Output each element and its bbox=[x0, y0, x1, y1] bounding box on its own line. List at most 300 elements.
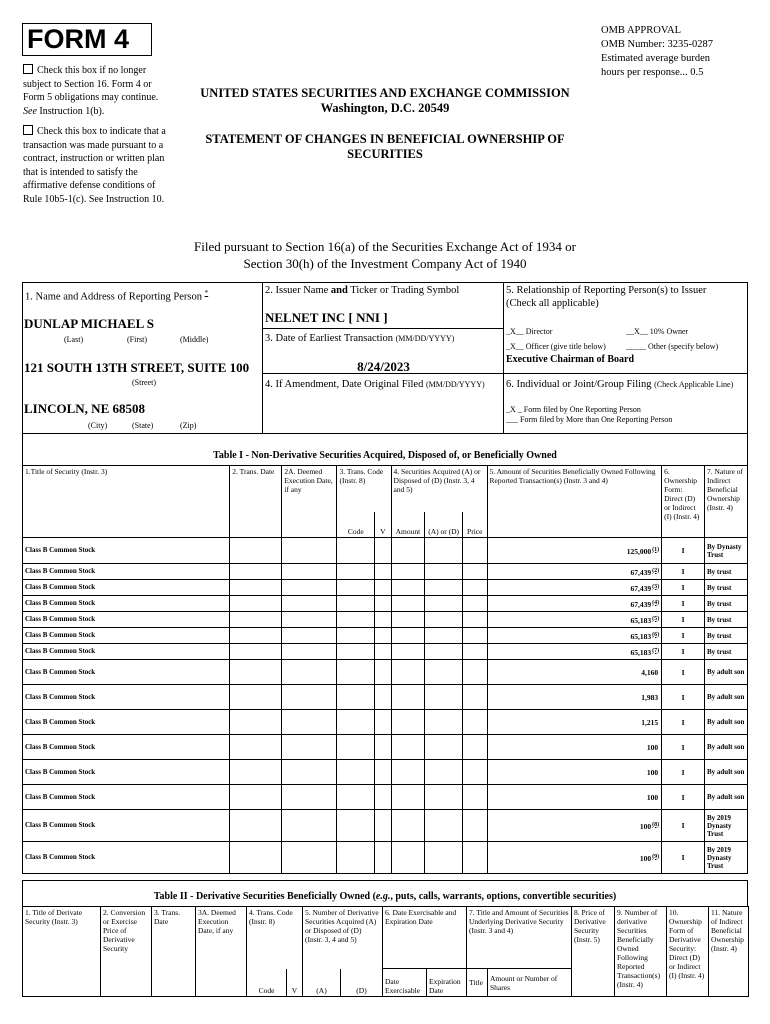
ownership-form: I bbox=[662, 785, 705, 810]
table-row bbox=[23, 785, 748, 810]
t1-header-code: Code bbox=[337, 512, 375, 538]
ownership-nature: By adult son bbox=[705, 710, 748, 735]
state-label: (State) bbox=[132, 421, 154, 430]
empty-cell bbox=[230, 580, 282, 596]
empty-cell bbox=[463, 760, 488, 785]
table-2-title-a: Table II - Derivative Securities Beneficially Owned ( bbox=[153, 891, 376, 902]
box-5-label-text: 5. Relationship of Reporting Person(s) to Issuer bbox=[506, 285, 707, 296]
statement-title bbox=[160, 132, 610, 162]
city-label: (City) bbox=[88, 421, 108, 430]
t2-header-number-owned: 9. Number of derivative Securities Beneficially Owned Following Reported Transaction(s) (Instr. 4) bbox=[615, 907, 667, 997]
table-2-caption-band bbox=[22, 880, 748, 906]
box-5-label bbox=[506, 284, 746, 310]
empty-cell bbox=[425, 810, 463, 842]
rule-10b5-1-checkbox[interactable] bbox=[23, 125, 33, 135]
empty-cell bbox=[391, 685, 425, 710]
footnote-ref[interactable]: (8) bbox=[652, 821, 660, 828]
empty-cell bbox=[230, 564, 282, 580]
ownership-form: I bbox=[662, 760, 705, 785]
one-person-option[interactable]: _X _ Form filed by One Reporting Person bbox=[506, 405, 641, 414]
ownership-nature: By adult son bbox=[705, 685, 748, 710]
footnote-ref[interactable]: (2) bbox=[652, 567, 660, 574]
empty-cell bbox=[425, 564, 463, 580]
empty-cell bbox=[375, 735, 391, 760]
t2-header-nature: 11. Nature of Indirect Beneficial Ownership (Instr. 4) bbox=[709, 907, 749, 997]
empty-cell bbox=[282, 644, 337, 660]
box-4-label-text: 4. If Amendment, Date Original Filed bbox=[265, 379, 424, 390]
box-3-format: (MM/DD/YYYY) bbox=[395, 334, 455, 343]
amount-owned bbox=[487, 842, 662, 874]
empty-cell bbox=[282, 596, 337, 612]
empty-cell bbox=[391, 596, 425, 612]
table-row bbox=[23, 660, 748, 685]
empty-cell bbox=[463, 538, 488, 564]
amount-value: 1,983 bbox=[641, 693, 659, 702]
t1-header-ownership-form: 6. Ownership Form: Direct (D) or Indirect (I) (Instr. 4) bbox=[662, 466, 705, 538]
amount-owned bbox=[487, 785, 662, 810]
empty-cell bbox=[282, 785, 337, 810]
box-6-filing bbox=[504, 374, 748, 434]
ownership-form: I bbox=[662, 580, 705, 596]
amount-owned bbox=[487, 644, 662, 660]
empty-cell bbox=[282, 612, 337, 628]
box-4-format: (MM/DD/YYYY) bbox=[425, 380, 485, 389]
check-box-1-text-a: Check this box if no longer subject to Section 16. Form 4 or Form 5 obligations may continue. bbox=[23, 65, 159, 104]
amount-value: 65,183 bbox=[630, 631, 652, 641]
box-3-label-text: 3. Date of Earliest Transaction bbox=[265, 333, 394, 344]
empty-cell bbox=[391, 710, 425, 735]
empty-cell bbox=[425, 760, 463, 785]
t2-header-conversion: 2. Conversion or Exercise Price of Derivative Security bbox=[101, 907, 152, 997]
t1-header-amount: Amount bbox=[391, 512, 425, 538]
t1-header-amount-owned: 5. Amount of Securities Beneficially Owned Following Reported Transaction(s) (Instr. 3 and 4) bbox=[487, 466, 662, 538]
empty-cell bbox=[375, 685, 391, 710]
amount-owned bbox=[487, 538, 662, 564]
table-row bbox=[23, 685, 748, 710]
empty-cell bbox=[425, 538, 463, 564]
footnote-ref[interactable]: (3) bbox=[652, 583, 660, 590]
empty-cell bbox=[425, 685, 463, 710]
security-title: Class B Common Stock bbox=[23, 785, 230, 810]
table-row bbox=[23, 644, 748, 660]
t2-header-price: 8. Price of Derivative Security (Instr. 5) bbox=[572, 907, 615, 997]
empty-cell bbox=[391, 735, 425, 760]
empty-cell bbox=[337, 760, 375, 785]
security-title: Class B Common Stock bbox=[23, 580, 230, 596]
amount-value: 4,160 bbox=[641, 668, 659, 677]
amount-value: 67,439 bbox=[630, 599, 652, 609]
empty-cell bbox=[463, 842, 488, 874]
empty-cell bbox=[230, 612, 282, 628]
amount-owned bbox=[487, 628, 662, 644]
security-title: Class B Common Stock bbox=[23, 644, 230, 660]
check-box-1-text-b: Instruction 1(b). bbox=[36, 105, 105, 117]
street-label: (Street) bbox=[132, 378, 156, 387]
agency-line-2: Washington, D.C. 20549 bbox=[320, 101, 450, 115]
footnote-ref[interactable]: (6) bbox=[652, 631, 660, 638]
security-title: Class B Common Stock bbox=[23, 760, 230, 785]
t2-header-d: (D) bbox=[341, 969, 383, 997]
empty-cell bbox=[391, 644, 425, 660]
empty-cell bbox=[391, 612, 425, 628]
empty-cell bbox=[375, 660, 391, 685]
security-title: Class B Common Stock bbox=[23, 564, 230, 580]
empty-cell bbox=[230, 685, 282, 710]
amount-owned bbox=[487, 596, 662, 612]
ownership-form: I bbox=[662, 628, 705, 644]
empty-cell bbox=[337, 842, 375, 874]
ownership-nature: By adult son bbox=[705, 760, 748, 785]
ownership-form: I bbox=[662, 685, 705, 710]
security-title: Class B Common Stock bbox=[23, 628, 230, 644]
empty-cell bbox=[337, 580, 375, 596]
empty-cell bbox=[463, 710, 488, 735]
table-2-title-eg: e.g. bbox=[375, 891, 391, 902]
earliest-transaction-date: 8/24/2023 bbox=[357, 359, 410, 374]
ownership-nature: By adult son bbox=[705, 785, 748, 810]
empty-cell bbox=[230, 760, 282, 785]
amount-owned bbox=[487, 710, 662, 735]
box-6-sub: (Check Applicable Line) bbox=[654, 380, 734, 389]
more-persons-option[interactable]: ___ Form filed by More than One Reporting Person bbox=[506, 415, 673, 424]
filed-line-2: Section 30(h) of the Investment Company Act of 1940 bbox=[243, 256, 527, 271]
empty-cell bbox=[282, 538, 337, 564]
t2-header-underlying: 7. Title and Amount of Securities Underlying Derivative Security (Instr. 3 and 4) bbox=[467, 907, 572, 969]
box-3-transaction-date bbox=[263, 329, 504, 374]
table-row bbox=[23, 596, 748, 612]
security-title: Class B Common Stock bbox=[23, 612, 230, 628]
t2-header-code: Code bbox=[247, 969, 287, 997]
empty-cell bbox=[463, 785, 488, 810]
box-2-label-a: 2. Issuer Name bbox=[265, 285, 331, 296]
amount-owned bbox=[487, 564, 662, 580]
empty-cell bbox=[337, 644, 375, 660]
empty-cell bbox=[337, 564, 375, 580]
ownership-nature: By trust bbox=[705, 644, 748, 660]
footnote-ref[interactable]: (5) bbox=[652, 615, 660, 622]
empty-cell bbox=[230, 810, 282, 842]
empty-cell bbox=[282, 564, 337, 580]
empty-cell bbox=[375, 644, 391, 660]
box-5-relationship bbox=[504, 282, 748, 374]
t1-header-price: Price bbox=[463, 512, 488, 538]
empty-cell bbox=[391, 660, 425, 685]
street-address: 121 SOUTH 13TH STREET, SUITE 100 bbox=[24, 360, 250, 375]
amount-owned bbox=[487, 580, 662, 596]
city-state-zip: LINCOLN, NE 68508 bbox=[24, 401, 145, 416]
ownership-nature: By 2019 Dynasty Trust bbox=[705, 842, 748, 874]
t2-header-trans-code: 4. Trans. Code (Instr. 8) bbox=[247, 907, 303, 969]
empty-cell bbox=[425, 710, 463, 735]
table-row bbox=[23, 580, 748, 596]
empty-cell bbox=[230, 660, 282, 685]
table-row bbox=[23, 810, 748, 842]
empty-cell bbox=[463, 596, 488, 612]
empty-cell bbox=[425, 660, 463, 685]
middle-label: (Middle) bbox=[180, 335, 209, 344]
t1-header-deemed-date: 2A. Deemed Execution Date, if any bbox=[282, 466, 337, 538]
ownership-form: I bbox=[662, 564, 705, 580]
empty-cell bbox=[337, 710, 375, 735]
security-title: Class B Common Stock bbox=[23, 685, 230, 710]
t2-header-ownership-form: 10. Ownership Form of Derivative Security: Direct (D) or Indirect (I) (Instr. 4) bbox=[667, 907, 709, 997]
empty-cell bbox=[463, 612, 488, 628]
empty-cell bbox=[282, 842, 337, 874]
empty-cell bbox=[463, 564, 488, 580]
empty-cell bbox=[230, 644, 282, 660]
table-1-title: Table I - Non-Derivative Securities Acquired, Disposed of, or Beneficially Owned bbox=[213, 450, 557, 461]
city-sublabels bbox=[22, 421, 263, 431]
zip-label: (Zip) bbox=[180, 421, 197, 430]
box-2-label-and: and bbox=[330, 285, 348, 296]
ownership-form: I bbox=[662, 538, 705, 564]
t1-body bbox=[23, 538, 748, 874]
other-option[interactable]: _____ Other (specify below) bbox=[626, 342, 719, 351]
filed-pursuant bbox=[130, 238, 640, 272]
box-1-label bbox=[25, 287, 261, 304]
empty-cell bbox=[375, 596, 391, 612]
form-title: FORM 4 bbox=[22, 23, 152, 56]
amount-value: 100 bbox=[646, 768, 659, 777]
t1-header-v: V bbox=[375, 512, 391, 538]
amount-value: 65,183 bbox=[630, 647, 652, 657]
empty-cell bbox=[337, 685, 375, 710]
t2-header-under-title: Title bbox=[467, 969, 488, 997]
omb-line-2: OMB Number: 3235-0287 bbox=[601, 39, 713, 50]
empty-cell bbox=[463, 810, 488, 842]
agency-header bbox=[160, 86, 610, 116]
ownership-form: I bbox=[662, 596, 705, 612]
t2-header-number: 5. Number of Derivative Securities Acquired (A) or Disposed of (D) (Instr. 3, 4 and 5) bbox=[303, 907, 383, 969]
t2-header-exercisable: 6. Date Exercisable and Expiration Date bbox=[383, 907, 467, 969]
ownership-form: I bbox=[662, 644, 705, 660]
footnote-ref[interactable]: (4) bbox=[652, 599, 660, 606]
amount-owned bbox=[487, 660, 662, 685]
empty-cell bbox=[463, 685, 488, 710]
t2-header-a: (A) bbox=[303, 969, 341, 997]
ownership-nature: By trust bbox=[705, 596, 748, 612]
amount-value: 67,439 bbox=[630, 583, 652, 593]
empty-cell bbox=[337, 810, 375, 842]
empty-cell bbox=[463, 580, 488, 596]
table-2-title bbox=[23, 891, 747, 902]
empty-cell bbox=[230, 596, 282, 612]
amount-value: 125,000 bbox=[626, 546, 652, 556]
empty-cell bbox=[375, 842, 391, 874]
t2-header-trans-date: 3. Trans. Date bbox=[152, 907, 196, 997]
t1-header-acquired-disposed: 4. Securities Acquired (A) or Disposed of (D) (Instr. 3, 4 and 5) bbox=[391, 466, 487, 512]
amount-owned bbox=[487, 685, 662, 710]
amount-value: 100 bbox=[639, 821, 652, 831]
empty-cell bbox=[282, 735, 337, 760]
box-5-sub: (Check all applicable) bbox=[506, 298, 599, 309]
t2-header-under-amount: Amount or Number of Shares bbox=[488, 969, 572, 997]
ten-percent-owner-option[interactable]: __X__ 10% Owner bbox=[626, 327, 689, 336]
amount-value: 65,183 bbox=[630, 615, 652, 625]
empty-cell bbox=[391, 842, 425, 874]
empty-cell bbox=[375, 538, 391, 564]
box-4-label bbox=[265, 378, 485, 391]
issuer-name-ticker: NELNET INC [ NNI ] bbox=[265, 310, 388, 325]
ownership-nature: By adult son bbox=[705, 735, 748, 760]
table-row bbox=[23, 735, 748, 760]
footnote-ref[interactable]: (9) bbox=[652, 853, 660, 860]
box-1-reporting-person bbox=[22, 282, 263, 434]
security-title: Class B Common Stock bbox=[23, 710, 230, 735]
t2-header-deemed-date: 3A. Deemed Execution Date, if any bbox=[196, 907, 247, 997]
table-row bbox=[23, 710, 748, 735]
empty-cell bbox=[282, 628, 337, 644]
empty-cell bbox=[425, 596, 463, 612]
table-row bbox=[23, 612, 748, 628]
box-1-asterisk: * bbox=[204, 289, 209, 297]
empty-cell bbox=[337, 660, 375, 685]
box-2-issuer bbox=[263, 282, 504, 329]
amount-value: 100 bbox=[646, 793, 659, 802]
director-option[interactable]: _X__ Director bbox=[506, 327, 553, 336]
empty-cell bbox=[230, 538, 282, 564]
empty-cell bbox=[391, 564, 425, 580]
box-4-amendment bbox=[263, 374, 504, 434]
ownership-form: I bbox=[662, 710, 705, 735]
amount-value: 100 bbox=[646, 743, 659, 752]
empty-cell bbox=[282, 710, 337, 735]
ownership-nature: By trust bbox=[705, 564, 748, 580]
empty-cell bbox=[375, 564, 391, 580]
box-2-label-b: Ticker or Trading Symbol bbox=[347, 285, 460, 296]
empty-cell bbox=[337, 785, 375, 810]
no-longer-subject-checkbox[interactable] bbox=[23, 64, 33, 74]
empty-cell bbox=[230, 785, 282, 810]
table-1-caption-band bbox=[22, 434, 748, 465]
empty-cell bbox=[375, 628, 391, 644]
omb-line-3: Estimated average burden bbox=[601, 53, 711, 64]
filed-line-1: Filed pursuant to Section 16(a) of the Securities Exchange Act of 1934 or bbox=[194, 239, 576, 254]
table-row bbox=[23, 628, 748, 644]
t2-header-title: 1. Title of Derivate Security (Instr. 3) bbox=[23, 907, 101, 997]
empty-cell bbox=[337, 628, 375, 644]
table-row bbox=[23, 842, 748, 874]
empty-cell bbox=[391, 580, 425, 596]
empty-cell bbox=[463, 735, 488, 760]
empty-cell bbox=[375, 810, 391, 842]
t1-header-trans-date: 2. Trans. Date bbox=[230, 466, 282, 538]
footnote-ref[interactable]: (7) bbox=[652, 647, 660, 654]
empty-cell bbox=[463, 660, 488, 685]
omb-line-1: OMB APPROVAL bbox=[601, 25, 682, 36]
empty-cell bbox=[375, 580, 391, 596]
empty-cell bbox=[425, 628, 463, 644]
agency-line-1: UNITED STATES SECURITIES AND EXCHANGE COMMISSION bbox=[200, 86, 570, 100]
ownership-nature: By trust bbox=[705, 612, 748, 628]
security-title: Class B Common Stock bbox=[23, 596, 230, 612]
empty-cell bbox=[391, 760, 425, 785]
omb-approval bbox=[601, 24, 761, 80]
empty-cell bbox=[230, 628, 282, 644]
amount-value: 100 bbox=[639, 853, 652, 863]
table-row bbox=[23, 538, 748, 564]
ownership-form: I bbox=[662, 810, 705, 842]
amount-owned bbox=[487, 760, 662, 785]
ownership-form: I bbox=[662, 842, 705, 874]
security-title: Class B Common Stock bbox=[23, 810, 230, 842]
empty-cell bbox=[425, 644, 463, 660]
empty-cell bbox=[425, 612, 463, 628]
ownership-nature: By trust bbox=[705, 580, 748, 596]
check-10b5-1 bbox=[23, 125, 173, 207]
empty-cell bbox=[463, 644, 488, 660]
ownership-form: I bbox=[662, 660, 705, 685]
t1-header-a-or-d: (A) or (D) bbox=[425, 512, 463, 538]
amount-owned bbox=[487, 735, 662, 760]
security-title: Class B Common Stock bbox=[23, 735, 230, 760]
amount-value: 1,215 bbox=[641, 718, 659, 727]
empty-cell bbox=[375, 710, 391, 735]
t2-header-expiration: Expiration Date bbox=[427, 969, 467, 997]
empty-cell bbox=[391, 810, 425, 842]
ownership-nature: By Dynasty Trust bbox=[705, 538, 748, 564]
box-3-label bbox=[265, 332, 454, 345]
security-title: Class B Common Stock bbox=[23, 842, 230, 874]
empty-cell bbox=[282, 685, 337, 710]
empty-cell bbox=[337, 596, 375, 612]
t1-header-trans-code: 3. Trans. Code (Instr. 8) bbox=[337, 466, 391, 512]
ownership-nature: By trust bbox=[705, 628, 748, 644]
empty-cell bbox=[337, 538, 375, 564]
footnote-ref[interactable]: (1) bbox=[652, 546, 660, 553]
empty-cell bbox=[282, 760, 337, 785]
amount-value: 67,439 bbox=[630, 567, 652, 577]
ownership-form: I bbox=[662, 612, 705, 628]
empty-cell bbox=[425, 842, 463, 874]
box-6-label bbox=[506, 378, 733, 391]
table-2-derivative bbox=[22, 906, 749, 997]
statement-line-2: SECURITIES bbox=[347, 147, 423, 161]
empty-cell bbox=[375, 785, 391, 810]
reporting-person-name: DUNLAP MICHAEL S bbox=[24, 316, 155, 331]
amount-owned bbox=[487, 612, 662, 628]
empty-cell bbox=[337, 612, 375, 628]
empty-cell bbox=[425, 785, 463, 810]
empty-cell bbox=[391, 785, 425, 810]
check-box-2-text: Check this box to indicate that a transaction was made pursuant to a contract, instruction or written plan that is intended to satisfy the affirmative defense conditions of Rule 10b5-1(c). See Instruction 10. bbox=[23, 126, 166, 205]
first-label: (First) bbox=[127, 335, 147, 344]
empty-cell bbox=[282, 580, 337, 596]
table-row bbox=[23, 564, 748, 580]
box-6-label-text: 6. Individual or Joint/Group Filing bbox=[506, 379, 652, 390]
t2-header-date-exercisable: Date Exercisable bbox=[383, 969, 427, 997]
ownership-nature: By 2019 Dynasty Trust bbox=[705, 810, 748, 842]
security-title: Class B Common Stock bbox=[23, 660, 230, 685]
empty-cell bbox=[230, 735, 282, 760]
check-no-longer-subject bbox=[23, 64, 173, 118]
box-2-label bbox=[265, 284, 459, 297]
empty-cell bbox=[375, 612, 391, 628]
officer-option[interactable]: _X__ Officer (give title below) bbox=[506, 342, 606, 351]
omb-line-4: hours per response... 0.5 bbox=[601, 67, 704, 78]
name-sublabels bbox=[22, 335, 263, 345]
t1-header-title: 1.Title of Security (Instr. 3) bbox=[23, 466, 230, 538]
empty-cell bbox=[425, 580, 463, 596]
t1-header-nature: 7. Nature of Indirect Beneficial Ownership (Instr. 4) bbox=[705, 466, 748, 538]
empty-cell bbox=[391, 628, 425, 644]
empty-cell bbox=[337, 735, 375, 760]
ownership-nature: By adult son bbox=[705, 660, 748, 685]
empty-cell bbox=[375, 760, 391, 785]
empty-cell bbox=[230, 710, 282, 735]
table-row bbox=[23, 760, 748, 785]
amount-owned bbox=[487, 810, 662, 842]
